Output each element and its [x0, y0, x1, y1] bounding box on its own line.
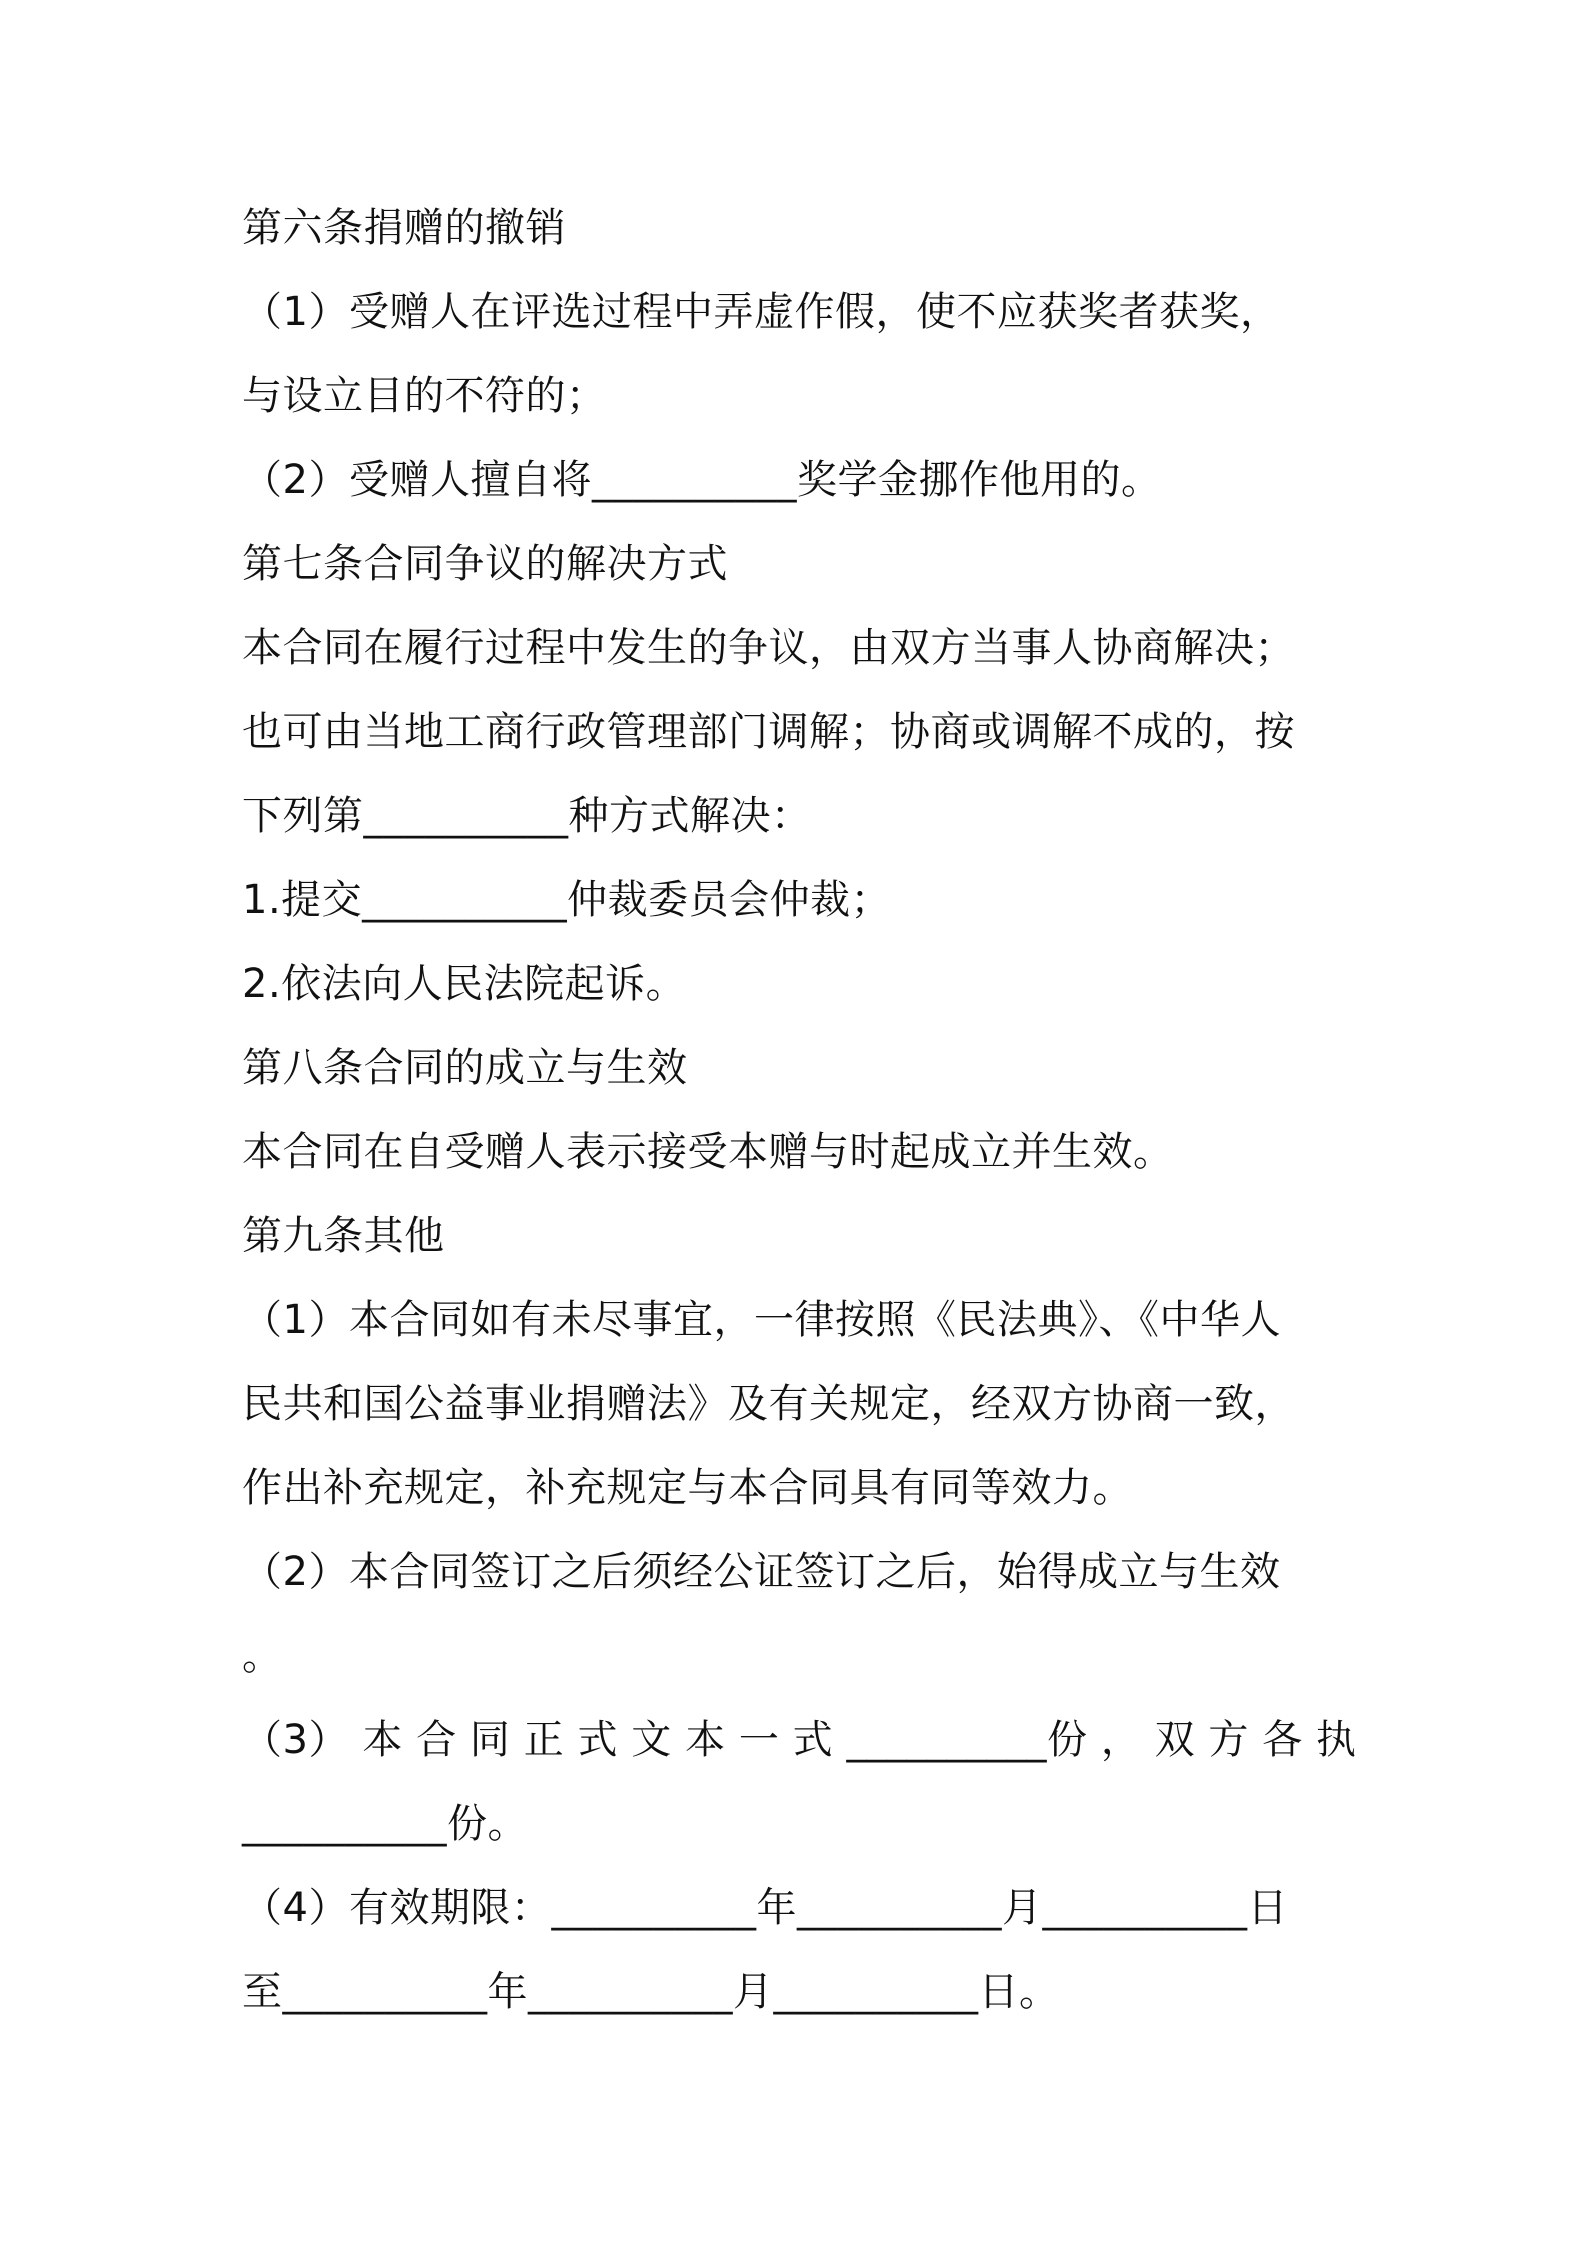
- article-9-item-3-line-1: （3） 本 合 同 正 式 文 本 一 式 __________份 ， 双 方 各 执: [242, 1717, 1356, 1763]
- article-7-para-line-1: 本合同在履行过程中发生的争议，由双方当事人协商解决；: [242, 625, 1295, 671]
- article-7-heading: 第七条合同争议的解决方式: [242, 541, 728, 587]
- article-7-option-1: 1.提交__________仲裁委员会仲裁；: [242, 877, 892, 923]
- article-7-option-2: 2.依法向人民法院起诉。: [242, 961, 687, 1007]
- article-7-para-line-2: 也可由当地工商行政管理部门调解；协商或调解不成的，按: [242, 709, 1295, 755]
- article-6-heading: 第六条捐赠的撤销: [242, 205, 566, 251]
- article-9-item-3-line-2: __________份。: [242, 1801, 528, 1847]
- article-9-item-2-line-2: 。: [242, 1633, 283, 1679]
- article-8-heading: 第八条合同的成立与生效: [242, 1045, 688, 1091]
- article-9-item-1-line-3: 作出补充规定，补充规定与本合同具有同等效力。: [242, 1465, 1133, 1511]
- article-9-item-1-line-1: （1）本合同如有未尽事宜，一律按照《民法典》、《中华人: [242, 1297, 1281, 1343]
- article-8-para: 本合同在自受赠人表示接受本赠与时起成立并生效。: [242, 1129, 1174, 1175]
- article-6-item-1-line-1: （1）受赠人在评选过程中弄虚作假，使不应获奖者获奖，: [242, 289, 1281, 335]
- article-9-item-4-line-1: （4）有效期限：__________年__________月__________日: [242, 1885, 1288, 1931]
- article-9-item-2-line-1: （2）本合同签订之后须经公证签订之后，始得成立与生效: [242, 1549, 1281, 1595]
- article-7-para-line-3: 下列第__________种方式解决：: [242, 793, 812, 839]
- article-9-item-4-line-2: 至__________年__________月__________日。: [242, 1969, 1060, 2015]
- article-9-heading: 第九条其他: [242, 1213, 445, 1259]
- article-6-item-1-line-2: 与设立目的不符的；: [242, 373, 607, 419]
- article-9-item-1-line-2: 民共和国公益事业捐赠法》及有关规定，经双方协商一致，: [242, 1381, 1295, 1427]
- article-6-item-2: （2）受赠人擅自将__________奖学金挪作他用的。: [242, 457, 1162, 503]
